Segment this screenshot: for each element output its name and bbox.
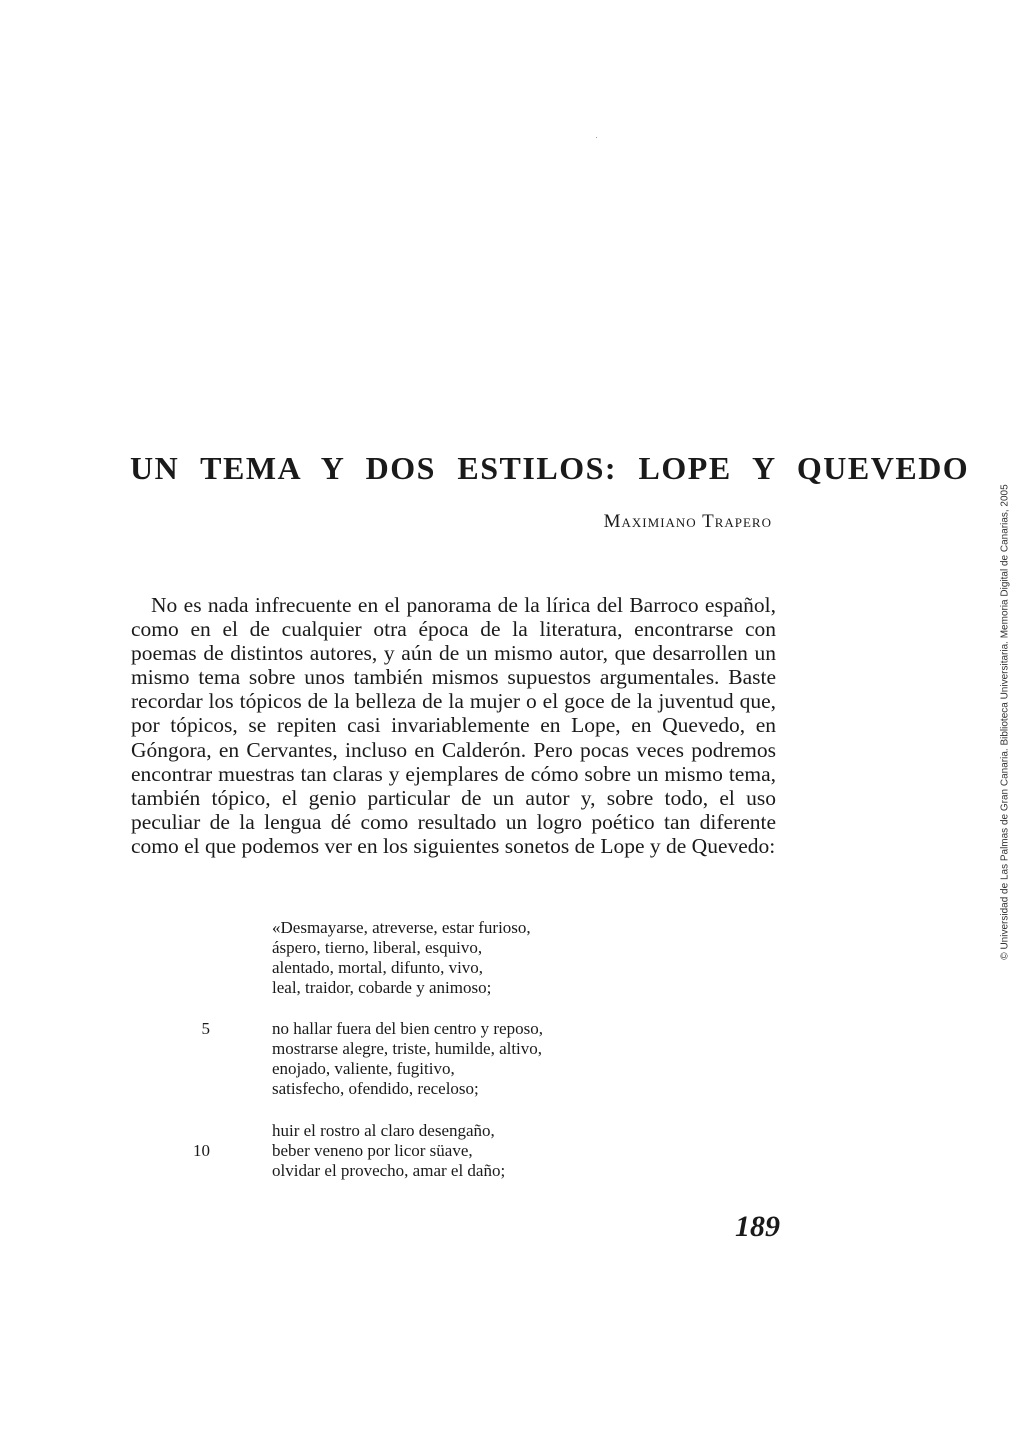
poem-line: alentado, mortal, difunto, vivo, [272, 958, 484, 977]
poem-line: leal, traidor, cobarde y animoso; [272, 978, 492, 997]
line-number: 10 [193, 1141, 210, 1160]
poem-line: olvidar el provecho, amar el daño; [272, 1161, 506, 1180]
scan-speck [596, 137, 597, 138]
copyright-watermark: © Universidad de Las Palmas de Gran Canaria. Biblioteca Universitaria. Memoria Digital de Canarias, 2005 [999, 484, 1011, 960]
poem-stanza-2 [150, 1019, 670, 1099]
poem-line: «Desmayarse, atreverse, estar furioso, [272, 918, 531, 937]
line-number: 5 [201, 1019, 210, 1038]
poem-line: enojado, valiente, fugitivo, [272, 1059, 455, 1078]
poem-line: mostrarse alegre, triste, humilde, altivo, [272, 1039, 543, 1058]
page-number: 189 [735, 1210, 780, 1243]
poem-stanza-3 [150, 1121, 670, 1181]
poem-line: áspero, tierno, liberal, esquivo, [272, 938, 483, 957]
article-title: UN TEMA Y DOS ESTILOS: LOPE Y QUEVEDO [130, 450, 970, 486]
author-name: Maximiano Trapero [603, 511, 772, 532]
poem-line: 10 beber veneno por licor süave, [150, 1141, 670, 1161]
poem-line: huir el rostro al claro desengaño, [272, 1121, 495, 1140]
intro-paragraph [131, 593, 776, 858]
poem-stanza-1 [150, 918, 670, 998]
poem-line: 5 no hallar fuera del bien centro y reposo, [150, 1019, 670, 1039]
intro-paragraph-text: No es nada infrecuente en el panorama de la lírica del Barroco español, como en el de cualquier otra época de la literatura, encontrarse con poemas de distintos autores, y aún de un mismo autor, que desarrollen un mismo tema sobre unos también mismos supuestos argumentales. Baste recordar los tópicos de la belleza de la mujer o el goce de la juventud que, por tópicos, se repiten casi invariablemente en Lope, en Quevedo, en Góngora, en Cervantes, incluso en Calderón. Pero pocas veces podremos encontrar muestras tan claras y ejemplares de cómo sobre un mismo tema, también tópico, el genio particular de un autor y, sobre todo, el uso peculiar de la lengua dé como resultado un logro poético tan diferente como el que podemos ver en los siguientes sonetos de Lope y de Quevedo: [131, 593, 776, 858]
poem-line: satisfecho, ofendido, receloso; [272, 1079, 479, 1098]
